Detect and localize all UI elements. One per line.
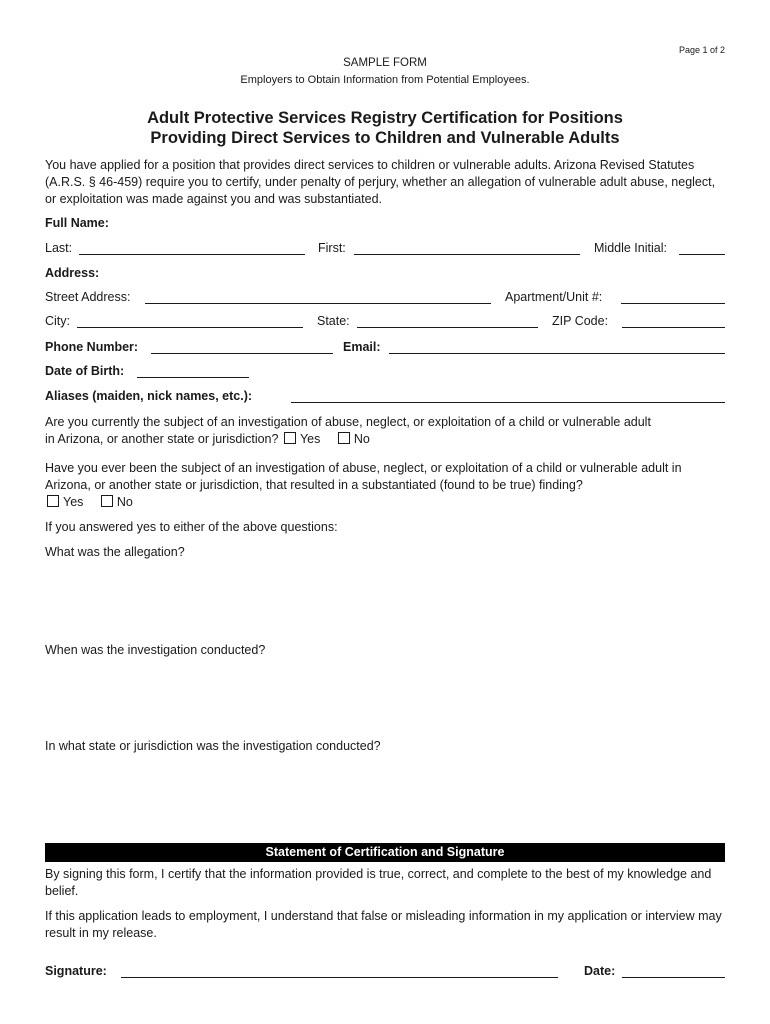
certification-paragraph-1: By signing this form, I certify that the information provided is true, correct, and complete to the best of my knowledge and belief. [45, 867, 712, 898]
certification-heading-bar: Statement of Certification and Signature [45, 843, 725, 862]
q1-yes-checkbox[interactable] [284, 432, 296, 444]
middle-initial-label: Middle Initial: [594, 241, 667, 255]
signature-field[interactable] [121, 964, 558, 978]
question-1-text-a: Are you currently the subject of an investigation of abuse, neglect, or exploitation of a child or vulnerable adult [45, 415, 651, 429]
q2-no-checkbox[interactable] [101, 495, 113, 507]
last-name-field[interactable] [79, 241, 305, 255]
page-number: Page 1 of 2 [678, 45, 725, 55]
title-line-2: Providing Direct Services to Children and Vulnerable Adults [150, 129, 620, 147]
street-field[interactable] [145, 290, 491, 304]
question-past-investigation [45, 460, 725, 511]
where-question: In what state or jurisdiction was the investigation conducted? [45, 739, 381, 753]
aliases-field[interactable] [291, 389, 725, 403]
question-1-text-b: in Arizona, or another state or jurisdiction? [45, 432, 279, 446]
city-field[interactable] [77, 314, 303, 328]
q2-yes-label: Yes [63, 495, 84, 509]
full-name-heading: Full Name: [45, 216, 109, 230]
phone-label: Phone Number: [45, 340, 139, 354]
email-label: Email: [343, 340, 381, 354]
apt-field[interactable] [621, 290, 725, 304]
last-name-label: Last: [45, 241, 73, 255]
when-question: When was the investigation conducted? [45, 643, 266, 657]
date-label: Date: [584, 964, 616, 978]
state-label: State: [317, 314, 350, 328]
contact-row [45, 340, 725, 358]
email-field[interactable] [389, 340, 725, 354]
street-row [45, 290, 725, 308]
apt-label: Apartment/Unit #: [505, 290, 603, 304]
aliases-row [45, 389, 725, 407]
employers-subtitle: Employers to Obtain Information from Potential Employees. [240, 74, 530, 86]
sample-form-label: SAMPLE FORM [343, 57, 427, 69]
city-row [45, 314, 725, 332]
q1-no-checkbox[interactable] [338, 432, 350, 444]
dob-label: Date of Birth: [45, 364, 125, 378]
q1-yes-label: Yes [299, 432, 321, 446]
date-field[interactable] [622, 964, 725, 978]
street-label: Street Address: [45, 290, 131, 304]
q2-yes-checkbox[interactable] [47, 495, 59, 507]
state-field[interactable] [357, 314, 538, 328]
dob-row [45, 364, 725, 382]
phone-field[interactable] [151, 340, 333, 354]
city-label: City: [45, 314, 70, 328]
question-2-text: Have you ever been the subject of an investigation of abuse, neglect, or exploitation of a child or vulnerable adult in Arizona, or another state or jurisdiction, that resulted in a substantiated (found to be true) finding? [45, 461, 682, 492]
middle-initial-field[interactable] [679, 241, 725, 255]
signature-label: Signature: [45, 964, 107, 978]
first-name-label: First: [318, 241, 346, 255]
dob-field[interactable] [137, 364, 249, 378]
zip-field[interactable] [622, 314, 725, 328]
signature-row [45, 964, 725, 982]
address-heading: Address: [45, 266, 100, 280]
followup-intro: If you answered yes to either of the above questions: [45, 520, 338, 534]
question-current-investigation [45, 414, 725, 448]
name-row [45, 241, 725, 259]
first-name-field[interactable] [354, 241, 580, 255]
allegation-question: What was the allegation? [45, 545, 185, 559]
aliases-label: Aliases (maiden, nick names, etc.): [45, 389, 253, 403]
form-title [0, 108, 770, 148]
q1-no-label: No [353, 432, 370, 446]
q2-no-label: No [116, 495, 133, 509]
zip-label: ZIP Code: [552, 314, 609, 328]
title-line-1: Adult Protective Services Registry Certification for Positions [147, 109, 623, 127]
certification-paragraph-2: If this application leads to employment, I understand that false or misleading information in my application or interview may result in my release. [45, 909, 722, 940]
intro-paragraph: You have applied for a position that provides direct services to children or vulnerable adults. Arizona Revised Statutes (A.R.S. § 46-459) require you to certify, under penalty of perjury, whether an allegation of vulnerable adult abuse, neglect, or exploitation was made against you and was substantiated. [45, 158, 716, 206]
